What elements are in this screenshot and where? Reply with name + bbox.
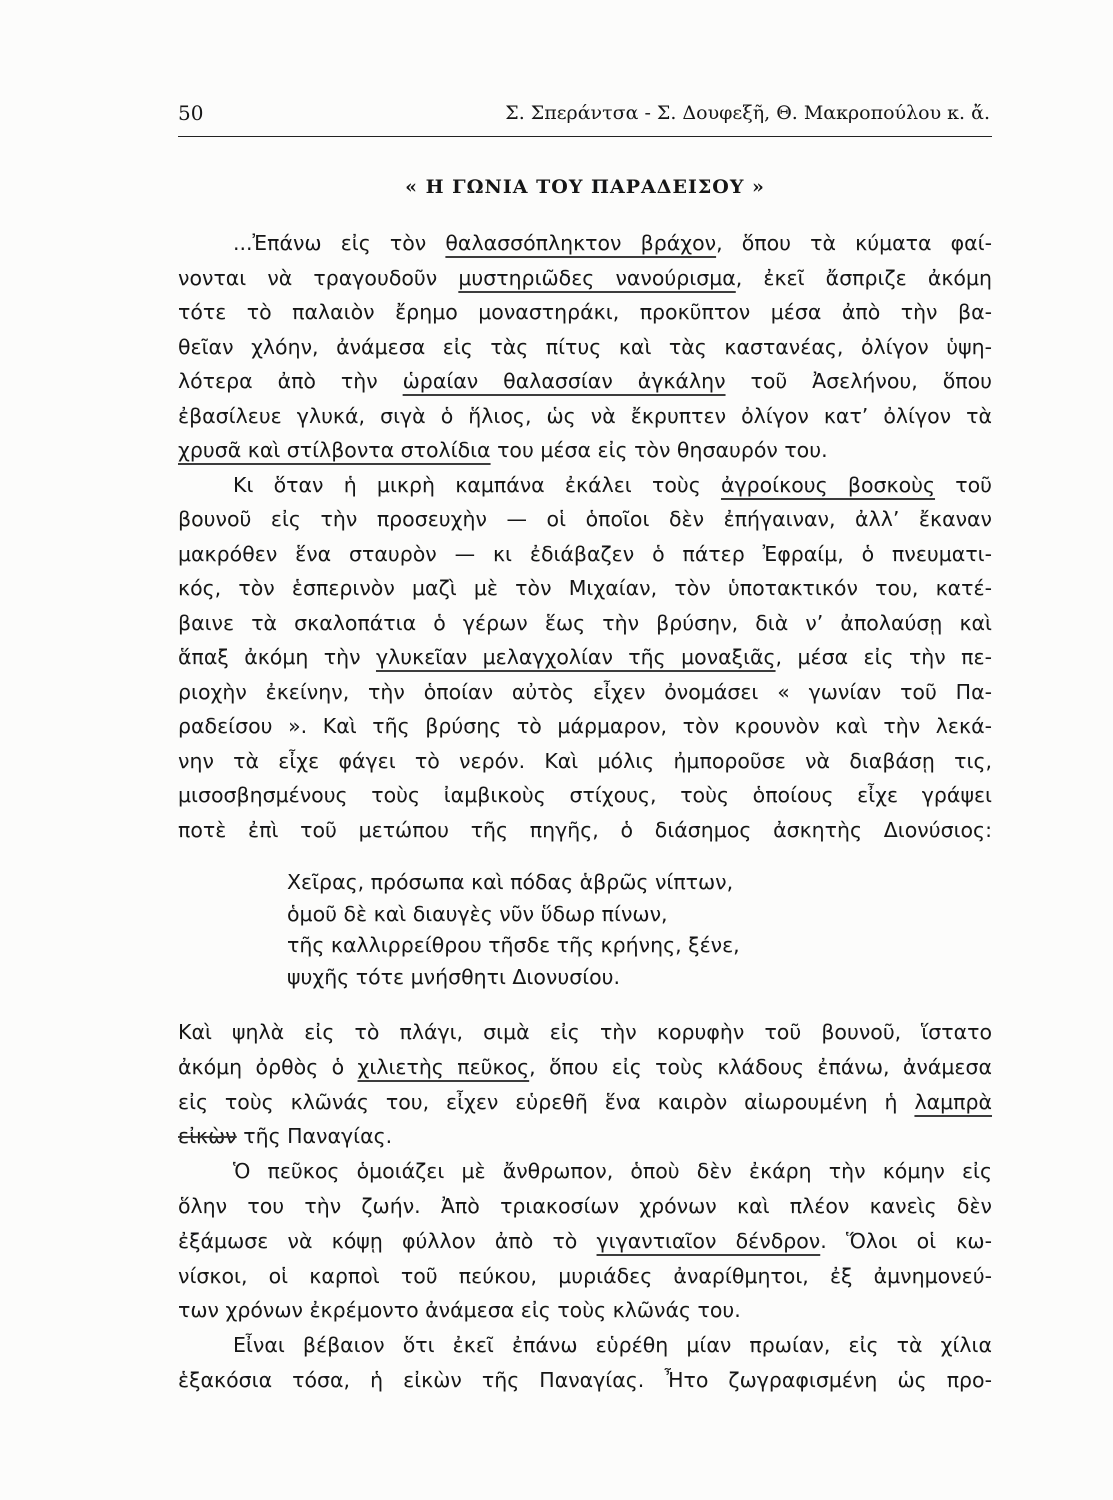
text-segment: του μέσα εἰς τὸν θησαυρόν του.: [490, 438, 828, 462]
body-text-upper: [178, 226, 992, 847]
verse-line: ψυχῆς τότε μνήσθητι Διονυσίου.: [287, 964, 621, 989]
paragraph: [178, 1154, 992, 1328]
text-line: ἑξακόσια τόσα, ἡ εἰκὼν τῆς Παναγίας. Ἦτο ζωγραφισμένη ὡς προ-: [178, 1367, 992, 1392]
underlined-phrase: ὡραίαν θαλασσίαν ἀγκάλην: [402, 369, 726, 393]
text-line: [178, 261, 992, 296]
text-line: ραδείσου ». Καὶ τῆς βρύσης τὸ μάρμαρον, τὸν κρουνὸν καὶ τὴν λεκά-: [178, 714, 992, 738]
text-line: ἐβασίλευε γλυκά, σιγὰ ὁ ἥλιος, ὡς νὰ ἔκρυπτεν ὀλίγον κατ’ ὀλίγον τὰ: [178, 403, 992, 428]
text-line: νην τὰ εἶχε φάγει τὸ νερόν. Καὶ μόλις ἠμποροῦσε νὰ διαβάσῃ τις,: [178, 748, 992, 773]
text-segment: , ὅπου εἰς τοὺς κλάδους ἐπάνω, ἀνάμεσα: [529, 1054, 992, 1079]
body-text-lower: [178, 1015, 992, 1398]
text-segment: ἅπαξ ἀκόμη τὴν: [178, 645, 376, 669]
text-line: Καὶ ψηλὰ εἰς τὸ πλάγι, σιμὰ εἰς τὴν κορυφὴν τοῦ βουνοῦ, ἵστατο: [178, 1020, 992, 1044]
text-line: μισοσβησμένους τοὺς ἰαμβικοὺς στίχους, τοὺς ὁποίους εἶχε γράψει: [178, 783, 992, 807]
chapter-title: « Η ΓΩΝΙΑ ΤΟΥ ΠΑΡΑΔΕΙΣΟΥ »: [405, 176, 765, 198]
text-line: Εἶναι βέβαιον ὅτι ἐκεῖ ἐπάνω εὑρέθη μίαν πρωίαν, εἰς τὰ χίλια: [233, 1333, 992, 1358]
text-line: ὅλην του τὴν ζωήν. Ἀπὸ τριακοσίων χρόνων καὶ πλέον κανεὶς δὲν: [178, 1193, 992, 1218]
paragraph: [178, 468, 992, 848]
underlined-phrase: λαμπρὰ: [914, 1089, 992, 1114]
text-line: κός, τὸν ἑσπερινὸν μαζὶ μὲ τὸν Μιχαίαν, τὸν ὑποτακτικόν του, κατέ-: [178, 576, 992, 600]
text-line: [178, 1085, 992, 1120]
text-line: [178, 1224, 992, 1259]
text-line: νίσκοι, οἱ καρποὶ τοῦ πεύκου, μυριάδες ἀναρίθμητοι, ἐξ ἀμνημονεύ-: [178, 1263, 992, 1288]
page-number: 50: [178, 101, 204, 125]
text-segment: ...Ἐπάνω εἰς τὸν: [233, 231, 446, 255]
underlined-phrase: ἀγροίκους βοσκοὺς: [720, 472, 936, 497]
text-line: [178, 1050, 992, 1085]
underlined-phrase: θαλασσόπληκτον βράχον: [445, 231, 717, 255]
verse-inscription: [287, 867, 907, 993]
text-segment: λότερα ἀπὸ τὴν: [178, 369, 403, 393]
text-line: [178, 640, 992, 675]
text-line: τότε τὸ παλαιὸν ἔρημο μοναστηράκι, προκῦπτον μέσα ἀπὸ τὴν βα-: [178, 300, 992, 324]
text-segment: ἀκόμη ὀρθὸς ὁ: [178, 1054, 358, 1079]
text-line: [178, 1119, 992, 1154]
text-line: [178, 433, 992, 468]
underlined-phrase: γλυκεῖαν μελαγχολίαν τῆς μοναξιᾶς: [375, 645, 776, 669]
text-line: των χρόνων ἐκρέμοντο ἀνάμεσα εἰς τοὺς κλῶνάς του.: [178, 1298, 741, 1323]
text-line: ριοχὴν ἐκείνην, τὴν ὁποίαν αὐτὸς εἶχεν ὀνομάσει « γωνίαν τοῦ Πα-: [178, 679, 992, 704]
paragraph: [178, 1328, 992, 1398]
underlined-phrase: χρυσᾶ καὶ στίλβοντα στολίδια: [178, 438, 491, 462]
text-line: μακρόθεν ἕνα σταυρὸν — κι ἐδιάβαζεν ὁ πάτερ Ἐφραίμ, ὁ πνευματι-: [178, 541, 992, 566]
verse-line: Χεῖρας, πρόσωπα καὶ πόδας ἁβρῶς νίπτων,: [287, 870, 734, 894]
paragraph: [178, 1015, 992, 1154]
struck-phrase: εἰκὼν: [178, 1124, 237, 1149]
verse-line: τῆς καλλιρρείθρου τῆσδε τῆς κρήνης, ξένε,: [287, 933, 740, 958]
text-line: ποτὲ ἐπὶ τοῦ μετώπου τῆς πηγῆς, ὁ διάσημος ἀσκητὴς Διονύσιος:: [178, 817, 992, 842]
header-rule: [178, 136, 992, 137]
running-title: Σ. Σπεράντσα - Σ. Δουφεξῆ, Θ. Μακροπούλου κ. ἄ.: [505, 102, 990, 124]
text-segment: εἰς τοὺς κλῶνάς του, εἶχεν εὑρεθῆ ἕνα καιρὸν αἰωρουμένη ἡ: [178, 1089, 915, 1114]
underlined-phrase: μυστηριῶδες νανούρισμα: [458, 265, 736, 290]
text-segment: τοῦ Ἀσελήνου, ὅπου: [725, 369, 992, 393]
text-segment: ἐξάμωσε νὰ κόψῃ φύλλον ἀπὸ τὸ: [178, 1228, 597, 1253]
underlined-phrase: χιλιετὴς πεῦκος: [357, 1054, 530, 1079]
text-line: θεῖαν χλόην, ἀνάμεσα εἰς τὰς πίτυς καὶ τὰς καστανέας, ὀλίγον ὑψη-: [178, 334, 992, 359]
text-segment: νονται νὰ τραγουδοῦν: [178, 265, 459, 290]
text-segment: , μέσα εἰς τὴν πε-: [775, 645, 992, 669]
text-line: [178, 468, 992, 503]
paragraph: [178, 226, 992, 468]
text-line: [178, 364, 992, 399]
text-segment: , ὅπου τὰ κύματα φαί-: [716, 231, 992, 255]
verse-line: ὁμοῦ δὲ καὶ διαυγὲς νῦν ὕδωρ πίνων,: [287, 901, 668, 926]
text-line: βουνοῦ εἰς τὴν προσευχὴν — οἱ ὁποῖοι δὲν ἐπήγαιναν, ἀλλ’ ἔκαναν: [178, 507, 992, 531]
underlined-phrase: γιγαντιαῖον δένδρον: [596, 1228, 821, 1253]
text-line: [178, 226, 992, 261]
text-segment: , ἐκεῖ ἄσπριζε ἀκόμη: [735, 265, 992, 290]
text-segment: τοῦ: [935, 472, 992, 497]
text-segment: τῆς Παναγίας.: [236, 1124, 393, 1149]
text-segment: Κι ὅταν ἡ μικρὴ καμπάνα ἐκάλει τοὺς: [233, 472, 721, 497]
text-line: Ὁ πεῦκος ὁμοιάζει μὲ ἄνθρωπον, ὁποὺ δὲν ἐκάρη τὴν κόμην εἰς: [233, 1159, 992, 1184]
text-segment: . Ὅλοι οἱ κω-: [820, 1228, 992, 1253]
text-line: βαινε τὰ σκαλοπάτια ὁ γέρων ἕως τὴν βρύσην, διὰ ν’ ἀπολαύσῃ καὶ: [178, 610, 992, 635]
